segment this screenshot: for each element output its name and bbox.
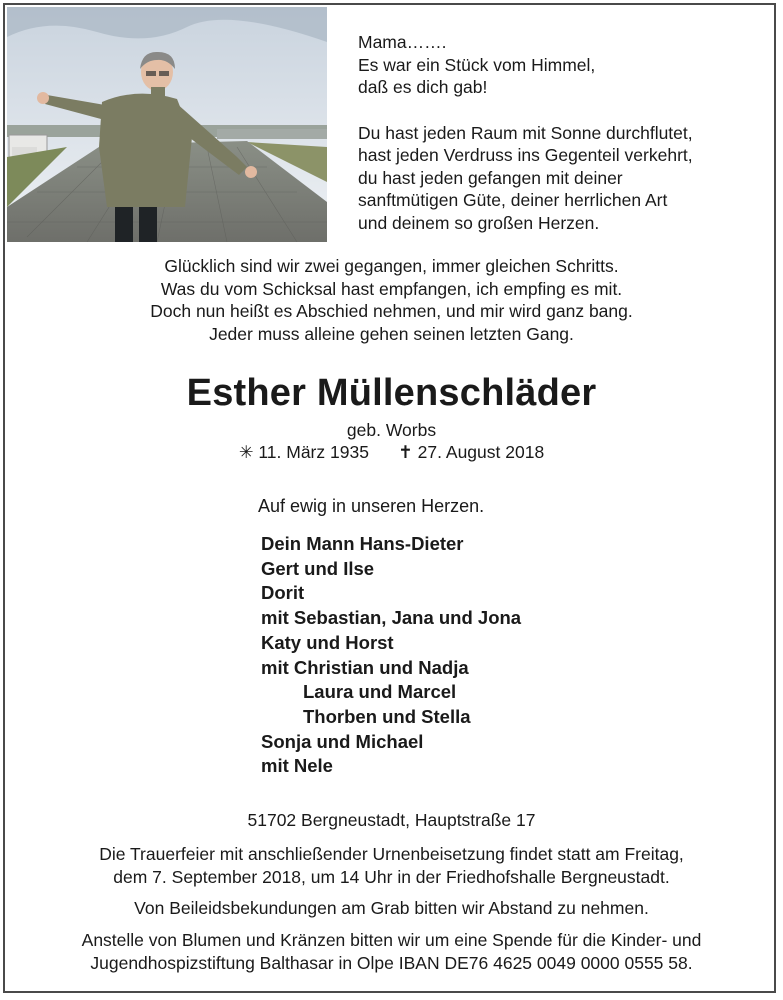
stanza-gap xyxy=(358,99,693,122)
family-member: Laura und Marcel xyxy=(303,681,457,703)
poem-line: Glücklich sind wir zwei gegangen, immer gleichen Schritts. xyxy=(164,256,619,276)
condolence-line: Von Beileidsbekundungen am Grab bitten wir Abstand zu nehmen. xyxy=(134,898,649,918)
death-cross-icon: ✝ xyxy=(398,442,413,462)
address: 51702 Bergneustadt, Hauptstraße 17 xyxy=(247,810,536,830)
family-member: mit Sebastian, Jana und Jona xyxy=(261,607,522,629)
ceremony-line: dem 7. September 2018, um 14 Uhr in der Friedhofshalle Bergneustadt. xyxy=(113,866,670,887)
family-member: Thorben und Stella xyxy=(303,705,471,727)
ceremony-line: Die Trauerfeier mit anschließender Urnenbeisetzung findet statt am Freitag, xyxy=(99,844,684,864)
ceremony-info xyxy=(0,843,783,888)
poem-line: sanftmütigen Güte, deiner herrlichen Art xyxy=(358,190,668,210)
family-member: Sonja und Michael xyxy=(261,730,424,752)
donation-line: Anstelle von Blumen und Kränzen bitten wir um eine Spende für die Kinder- und xyxy=(81,930,702,950)
poem-line: Es war ein Stück vom Himmel, xyxy=(358,54,596,75)
deceased-name: Esther Müllenschläder xyxy=(186,372,597,414)
family-member: mit Christian und Nadja xyxy=(261,656,469,678)
condolence-note xyxy=(0,897,783,920)
donation-info xyxy=(0,929,783,974)
motto: Auf ewig in unseren Herzen. xyxy=(258,496,485,516)
birth-star-icon: ✳ xyxy=(238,442,254,462)
birth-date: 11. März 1935 xyxy=(258,442,369,462)
family-member: Katy und Horst xyxy=(261,631,394,653)
poem-line: und deinem so großen Herzen. xyxy=(358,212,600,233)
poem-line: Jeder muss alleine gehen seinen letzten Gang. xyxy=(209,323,574,344)
family-member: Gert und Ilse xyxy=(261,557,375,579)
poem-line: Doch nun heißt es Abschied nehmen, und mir wird ganz bang. xyxy=(150,301,633,321)
family-list xyxy=(261,532,521,779)
portrait-photo xyxy=(7,7,327,242)
poem-line: Mama……. xyxy=(358,32,447,52)
donation-line: Jugendhospizstiftung Balthasar in Olpe IBAN DE76 4625 0049 0000 0555 58. xyxy=(90,952,693,973)
poem-top xyxy=(358,31,693,234)
death-date: 27. August 2018 xyxy=(417,442,545,462)
poem-bottom xyxy=(0,255,783,345)
poem-line: daß es dich gab! xyxy=(358,77,488,97)
poem-line: hast jeden Verdruss ins Gegenteil verkehrt, xyxy=(358,145,693,165)
family-member: Dorit xyxy=(261,582,305,604)
maiden-name: geb. Worbs xyxy=(346,420,437,440)
poem-line: du hast jeden gefangen mit deiner xyxy=(358,167,623,188)
family-member: Dein Mann Hans-Dieter xyxy=(261,533,464,554)
poem-line: Was du vom Schicksal hast empfangen, ich empfing es mit. xyxy=(160,278,623,299)
life-dates xyxy=(0,442,783,463)
poem-line: Du hast jeden Raum mit Sonne durchflutet, xyxy=(358,122,693,143)
family-member: mit Nele xyxy=(261,755,333,777)
